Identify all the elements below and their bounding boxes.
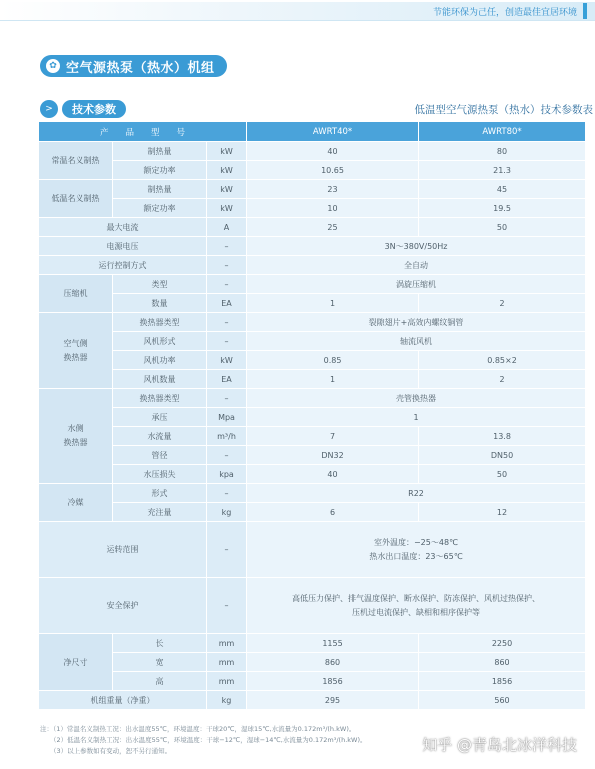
- value-cell: 1: [247, 370, 419, 389]
- item-cell: 安全保护: [39, 578, 207, 634]
- footnote-3: （3）以上参数如有变动，恕不另行通知。: [50, 747, 172, 755]
- item-cell: 高: [113, 672, 207, 691]
- item-cell: 风机数量: [113, 370, 207, 389]
- unit-cell: –: [207, 522, 247, 578]
- table-row: [39, 389, 586, 408]
- unit-cell: A: [207, 218, 247, 237]
- value-cell: 80: [419, 142, 586, 161]
- table-row: [39, 484, 586, 503]
- unit-cell: kW: [207, 351, 247, 370]
- value-cell: 10: [247, 199, 419, 218]
- group-line-2: 换热器: [63, 438, 88, 447]
- table-header-row: [39, 122, 586, 142]
- group-cell: 冷媒: [39, 484, 113, 522]
- item-cell: 长: [113, 634, 207, 653]
- value-cell: 1856: [247, 672, 419, 691]
- table-row: [39, 691, 586, 710]
- table-row: [39, 351, 586, 370]
- table-row: [39, 634, 586, 653]
- section-heading: [40, 55, 227, 77]
- header-model-2: AWRT80*: [419, 122, 586, 142]
- group-line-1: 水侧: [67, 424, 84, 433]
- header-model-1: AWRT40*: [247, 122, 419, 142]
- group-cell: 压缩机: [39, 275, 113, 313]
- table-row: [39, 503, 586, 522]
- merged-value-cell: 裂隙翅片+高效内螺纹铜管: [247, 313, 586, 332]
- unit-cell: kW: [207, 161, 247, 180]
- table-row: [39, 161, 586, 180]
- value-cell: 40: [247, 465, 419, 484]
- value-cell: 0.85: [247, 351, 419, 370]
- unit-cell: Mpa: [207, 408, 247, 427]
- item-cell: 水压损失: [113, 465, 207, 484]
- table-row: [39, 672, 586, 691]
- table-row: [39, 427, 586, 446]
- header-product-model: 产 品 型 号: [39, 122, 247, 142]
- unit-cell: mm: [207, 653, 247, 672]
- merged-value-cell: 涡旋压缩机: [247, 275, 586, 294]
- value-cell: 45: [419, 180, 586, 199]
- item-cell: 额定功率: [113, 161, 207, 180]
- item-cell: 承压: [113, 408, 207, 427]
- top-divider: [0, 20, 595, 21]
- unit-cell: mm: [207, 634, 247, 653]
- table-row: [39, 653, 586, 672]
- unit-cell: EA: [207, 370, 247, 389]
- subsection-heading: [40, 100, 126, 118]
- item-cell: 制热量: [113, 142, 207, 161]
- merged-value-cell: [247, 578, 586, 634]
- table-row: [39, 199, 586, 218]
- value-cell: 2250: [419, 634, 586, 653]
- unit-cell: kg: [207, 503, 247, 522]
- item-cell: 数量: [113, 294, 207, 313]
- value-cell: 13.8: [419, 427, 586, 446]
- item-cell: 类型: [113, 275, 207, 294]
- item-cell: 最大电流: [39, 218, 207, 237]
- value-cell: 10.65: [247, 161, 419, 180]
- unit-cell: –: [207, 275, 247, 294]
- unit-cell: kW: [207, 199, 247, 218]
- merged-value-cell: 壳管换热器: [247, 389, 586, 408]
- item-cell: 管径: [113, 446, 207, 465]
- item-cell: 运行控制方式: [39, 256, 207, 275]
- value-cell: 2: [419, 370, 586, 389]
- value-cell: 19.5: [419, 199, 586, 218]
- unit-cell: kg: [207, 691, 247, 710]
- table-row: [39, 237, 586, 256]
- value-cell: 7: [247, 427, 419, 446]
- item-cell: 宽: [113, 653, 207, 672]
- table-row: [39, 578, 586, 634]
- value-cell: 25: [247, 218, 419, 237]
- range-line-1: 室外温度：−25～48℃: [373, 537, 459, 547]
- unit-cell: –: [207, 237, 247, 256]
- table-row: [39, 294, 586, 313]
- unit-cell: –: [207, 256, 247, 275]
- unit-cell: –: [207, 446, 247, 465]
- item-cell: 制热量: [113, 180, 207, 199]
- table-row: [39, 408, 586, 427]
- unit-cell: –: [207, 578, 247, 634]
- group-cell: 低温名义制热: [39, 180, 113, 218]
- group-line-2: 换热器: [63, 352, 88, 362]
- value-cell: 0.85×2: [419, 351, 586, 370]
- item-cell: 电源电压: [39, 237, 207, 256]
- item-cell: 额定功率: [113, 199, 207, 218]
- table-row: [39, 522, 586, 578]
- table-row: [39, 332, 586, 351]
- item-cell: 换热器类型: [113, 389, 207, 408]
- merged-value-cell: [247, 522, 586, 578]
- footnote-1: 注：（1）常温名义制热工况：出水温度55℃，环境温度：干球20℃，湿球15℃,水流量为0.172m³/(h.kW)。: [40, 725, 356, 733]
- unit-cell: –: [207, 484, 247, 503]
- item-cell: 运转范围: [39, 522, 207, 578]
- unit-cell: –: [207, 332, 247, 351]
- item-cell: 风机功率: [113, 351, 207, 370]
- merged-value-cell: 全自动: [247, 256, 586, 275]
- watermark: 知乎 @青岛北冰洋科技: [422, 736, 577, 754]
- unit-cell: –: [207, 389, 247, 408]
- table-row: [39, 142, 586, 161]
- value-cell: DN32: [247, 446, 419, 465]
- item-cell: 换热器类型: [113, 313, 207, 332]
- value-cell: 6: [247, 503, 419, 522]
- value-cell: 2: [419, 294, 586, 313]
- table-row: [39, 218, 586, 237]
- value-cell: 40: [247, 142, 419, 161]
- range-line-2: 热水出口温度：23～65℃: [369, 551, 463, 561]
- table-row: [39, 180, 586, 199]
- value-cell: 560: [419, 691, 586, 710]
- item-cell: 充注量: [113, 503, 207, 522]
- value-cell: 21.3: [419, 161, 586, 180]
- value-cell: 1155: [247, 634, 419, 653]
- value-cell: 50: [419, 218, 586, 237]
- top-banner: [0, 0, 595, 22]
- group-cell: [39, 389, 113, 484]
- group-cell: 常温名义制热: [39, 142, 113, 180]
- unit-cell: kW: [207, 180, 247, 199]
- protection-line-2: 压机过电流保护、缺相和相序保护等: [352, 607, 481, 617]
- value-cell: 1: [247, 294, 419, 313]
- footnotes: [40, 724, 367, 757]
- spec-table: [38, 121, 586, 710]
- table-row: [39, 465, 586, 484]
- unit-cell: kpa: [207, 465, 247, 484]
- unit-cell: mm: [207, 672, 247, 691]
- subsection-label: 技术参数: [62, 100, 126, 118]
- merged-value-cell: 轴流风机: [247, 332, 586, 351]
- unit-cell: kW: [207, 142, 247, 161]
- merged-value-cell: R22: [247, 484, 586, 503]
- value-cell: 50: [419, 465, 586, 484]
- section-title: 空气源热泵（热水）机组: [66, 60, 215, 76]
- merged-value-cell: 1: [247, 408, 586, 427]
- item-cell: 形式: [113, 484, 207, 503]
- flower-icon: ✿: [46, 59, 60, 73]
- value-cell: 860: [419, 653, 586, 672]
- top-slogan: 节能环保为己任，创造最佳宜居环境: [432, 8, 577, 18]
- chevron-right-icon: >: [40, 100, 58, 118]
- value-cell: DN50: [419, 446, 586, 465]
- group-line-1: 空气侧: [63, 338, 88, 348]
- unit-cell: –: [207, 313, 247, 332]
- item-cell: 风机形式: [113, 332, 207, 351]
- protection-line-1: 高低压力保护、排气温度保护、断水保护、防冻保护、风机过热保护、: [292, 593, 541, 603]
- merged-value-cell: 3N～380V/50Hz: [247, 237, 586, 256]
- value-cell: 23: [247, 180, 419, 199]
- table-row: [39, 275, 586, 294]
- value-cell: 1856: [419, 672, 586, 691]
- table-row: [39, 256, 586, 275]
- unit-cell: m³/h: [207, 427, 247, 446]
- table-row: [39, 370, 586, 389]
- item-cell: 机组重量（净重）: [39, 691, 207, 710]
- value-cell: 12: [419, 503, 586, 522]
- value-cell: 295: [247, 691, 419, 710]
- table-row: [39, 313, 586, 332]
- value-cell: 860: [247, 653, 419, 672]
- table-caption: 低温型空气源热泵（热水）技术参数表: [414, 104, 593, 116]
- group-cell: 净尺寸: [39, 634, 113, 691]
- top-accent-stripe: [583, 3, 587, 19]
- table-row: [39, 446, 586, 465]
- group-cell: [39, 313, 113, 389]
- footnote-2: （2）低温名义制热工况：出水温度55℃，环境温度：干球−12℃，湿球−14℃,水流量为0.172m³/(h.kW)。: [50, 736, 367, 744]
- item-cell: 水流量: [113, 427, 207, 446]
- unit-cell: EA: [207, 294, 247, 313]
